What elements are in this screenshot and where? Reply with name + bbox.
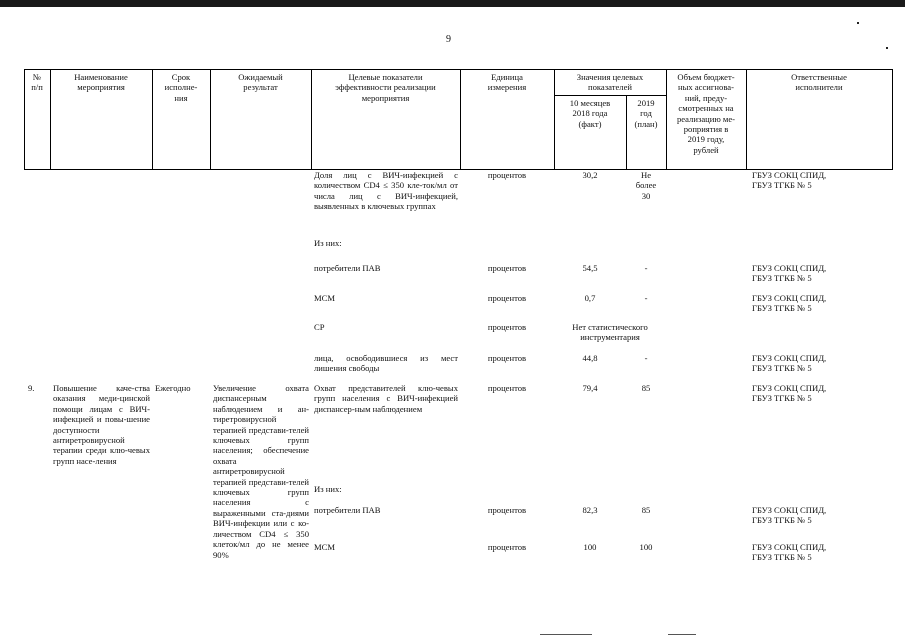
header-values: Значения целевых показателей [576, 72, 644, 93]
plan-cell: Не более 30 [635, 170, 657, 201]
header-fact: 10 месяцев 2018 года (факт) [569, 98, 611, 129]
plan-cell: 85 [641, 505, 651, 515]
header-budget: Объем бюджет- ных ассигнова- ний, преду- смотренных на реализацию ме- роприятия в 2019 году, рублей [676, 72, 736, 155]
responsible-cell: ГБУЗ СОКЦ СПИД, ГБУЗ ТГКБ № 5 [752, 542, 827, 563]
measure-number: 9. [28, 383, 35, 393]
unit-cell: процентов [487, 353, 527, 363]
scan-speck [857, 22, 859, 24]
scan-top-edge [0, 0, 905, 7]
header-responsible: Ответственные исполнители [791, 72, 847, 93]
indicator-pav: потребители ПАВ [314, 505, 381, 515]
plan-cell: - [644, 293, 648, 303]
fact-cell: 79,4 [582, 383, 598, 393]
indicator-sr: СР [314, 322, 325, 332]
indicator-released-prisoners: лица, освободившиеся из мест лишения свободы [314, 353, 458, 374]
plan-cell: - [644, 263, 648, 273]
subheading-of-them: Из них: [314, 484, 342, 494]
header-unit: Единица измерения [487, 72, 527, 93]
subheading-of-them: Из них: [314, 238, 342, 248]
responsible-cell: ГБУЗ СОКЦ СПИД, ГБУЗ ТГКБ № 5 [752, 383, 827, 404]
responsible-cell: ГБУЗ СОКЦ СПИД, ГБУЗ ТГКБ № 5 [752, 353, 827, 374]
responsible-cell: ГБУЗ СОКЦ СПИД, ГБУЗ ТГКБ № 5 [752, 170, 827, 191]
unit-cell: процентов [487, 170, 527, 180]
page-number: 9 [446, 34, 451, 45]
indicator-pav: потребители ПАВ [314, 263, 381, 273]
fact-cell: 0,7 [584, 293, 596, 303]
scan-speck [886, 47, 888, 49]
indicator-coverage: Охват представителей клю-чевых групп населения с ВИЧ-инфекцией диспансер-ным наблюдением [314, 383, 458, 414]
header-name: Наименование мероприятия [74, 72, 128, 93]
header-indicators: Целевые показатели эффективности реализации мероприятия [335, 72, 436, 103]
header-plan: 2019 год (план) [634, 98, 658, 129]
indicator-cd4-share: Доля лиц с ВИЧ-инфекцией с количеством CD4 ≤ 350 кле-ток/мл от числа лиц с ВИЧ-инфекцией, выявленных в ключевых группах [314, 170, 458, 212]
indicator-msm: МСМ [314, 293, 336, 303]
responsible-cell: ГБУЗ СОКЦ СПИД, ГБУЗ ТГКБ № 5 [752, 293, 827, 314]
unit-cell: процентов [487, 293, 527, 303]
measure-term: Ежегодно [155, 383, 191, 393]
scan-edge-line [668, 634, 696, 635]
unit-cell: процентов [487, 263, 527, 273]
scan-edge-line [540, 634, 592, 635]
unit-cell: процентов [487, 505, 527, 515]
responsible-cell: ГБУЗ СОКЦ СПИД, ГБУЗ ТГКБ № 5 [752, 505, 827, 526]
fact-cell: 44,8 [582, 353, 598, 363]
measure-expected-result: Увеличение охвата диспансерным наблюдением и ан-тиретровирусной терапией представи-телей ключевых групп населения; обеспечение охвата антиретровирусной терапией представи-телей ключевых групп населения с выраженными ста-диями ВИЧ-инфекции или с ко-личеством CD4 ≤ 350 клеток/мл до не менее 90% [213, 383, 309, 560]
fact-cell: 100 [583, 542, 597, 552]
responsible-cell: ГБУЗ СОКЦ СПИД, ГБУЗ ТГКБ № 5 [752, 263, 827, 284]
plan-cell: 85 [641, 383, 651, 393]
plan-cell: - [644, 353, 648, 363]
plan-cell: 100 [639, 542, 653, 552]
header-expected: Ожидаемый результат [238, 72, 283, 93]
measure-name: Повышение каче-ства оказания меди-цинской помощи лицам с ВИЧ-инфекцией и повы-шение доступности антиретровирусной терапии среди клю-чевых групп насе-ления [53, 383, 150, 466]
unit-cell: процентов [487, 542, 527, 552]
fact-cell: 30,2 [582, 170, 598, 180]
fact-cell: 82,3 [582, 505, 598, 515]
fact-cell: 54,5 [582, 263, 598, 273]
unit-cell: процентов [487, 322, 527, 332]
header-term: Срок исполне- ния [164, 72, 198, 103]
indicator-msm: МСМ [314, 542, 336, 552]
no-statistics-note: Нет статистического инструментария [572, 322, 648, 343]
unit-cell: процентов [487, 383, 527, 393]
header-num: № п/п [31, 72, 43, 93]
